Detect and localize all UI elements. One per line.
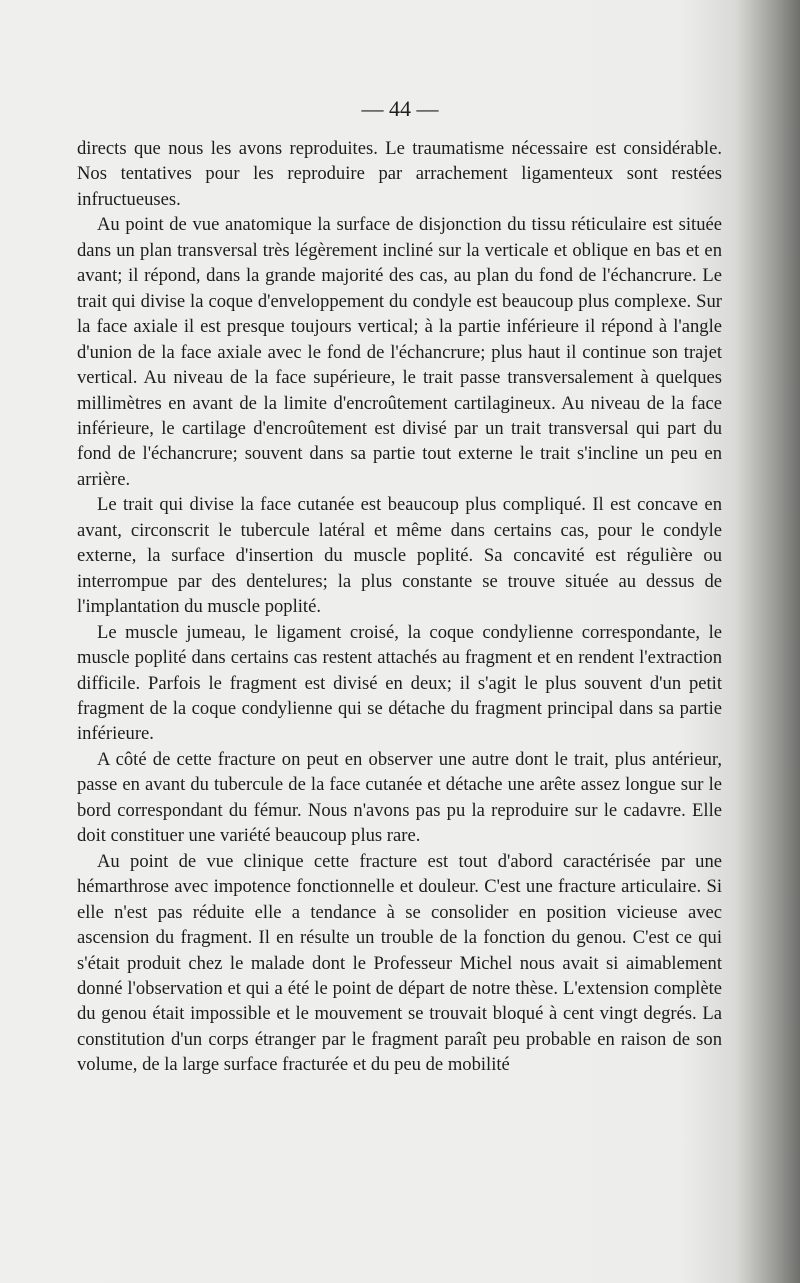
paragraph-clinical: Au point de vue clinique cette fracture est tout d'abord caractérisée par une hémarthrose avec impotence fonctionnelle et douleur. C'est une fracture articulaire. Si elle n'est pas réduite elle a tendance à se consolider en position vicieuse avec ascension du fragment. Il en résulte un trouble de la fonction du genou. C'est ce qui s'était produit chez le malade dont le Professeur Michel nous avait si aimablement donné l'observation et qui a été le point de départ de notre thèse. L'extension complète du genou était impossible et le mouvement se trouvait bloqué à cent vingt degrés. La constitution d'un corps étranger par le fragment paraît peu probable en raison de son volume, de la large surface fracturée et du peu de mobilité [77, 850, 722, 1076]
page-text-body [77, 136, 722, 1078]
paragraph-continuation: directs que nous les avons reproduites. Le traumatisme nécessaire est considérable. Nos tentatives pour les reproduire par arrachement ligamenteux sont restées infructueuses. [77, 138, 722, 210]
paragraph-cutaneous-face: Le trait qui divise la face cutanée est beaucoup plus compliqué. Il est concave en avant, circonscrit le tubercule latéral et même dans certains cas, pour le condyle externe, la surface d'insertion du muscle poplité. Sa concavité est régulière ou interrompue par des dentelures; la plus constante se trouve située au dessus de l'implantation du muscle poplité. [77, 494, 722, 618]
paragraph-muscle-attachments: Le muscle jumeau, le ligament croisé, la coque condylienne correspondante, le muscle poplité dans certains cas restent attachés au fragment et en rendent l'extraction difficile. Parfois le fragment est divisé en deux; il s'agit le plus souvent d'un petit fragment de la coque condylienne qui se détache du fragment principal dans sa partie inférieure. [77, 621, 722, 745]
paragraph-other-fracture: A côté de cette fracture on peut en observer une autre dont le trait, plus antérieur, passe en avant du tubercule de la face cutanée et détache une arête assez longue sur le bord correspondant du fémur. Nous n'avons pas pu la reproduire sur le cadavre. Elle doit constituer une variété beaucoup plus rare. [77, 748, 722, 847]
page-number: — 44 — [361, 96, 439, 121]
paragraph-anatomy: Au point de vue anatomique la surface de disjonction du tissu réticulaire est située dans un plan transversal très légèrement incliné sur la verticale et oblique en bas et en avant; il répond, dans la grande majorité des cas, au plan du fond de l'échancrure. Le trait qui divise la coque d'enveloppement du condyle est beaucoup plus complexe. Sur la face axiale il est presque toujours vertical; à la partie inférieure il répond à l'angle d'union de la face axiale avec le fond de l'échancrure; plus haut il continue son trajet vertical. Au niveau de la face supérieure, le trait passe transversalement à quelques millimètres en avant de la limite d'encroûtement cartilagineux. Au niveau de la face inférieure, le cartilage d'encroûtement est divisé par un trait transversal qui part du fond de l'échancrure; souvent dans sa partie tout externe le trait s'incline un peu en arrière. [77, 214, 722, 490]
